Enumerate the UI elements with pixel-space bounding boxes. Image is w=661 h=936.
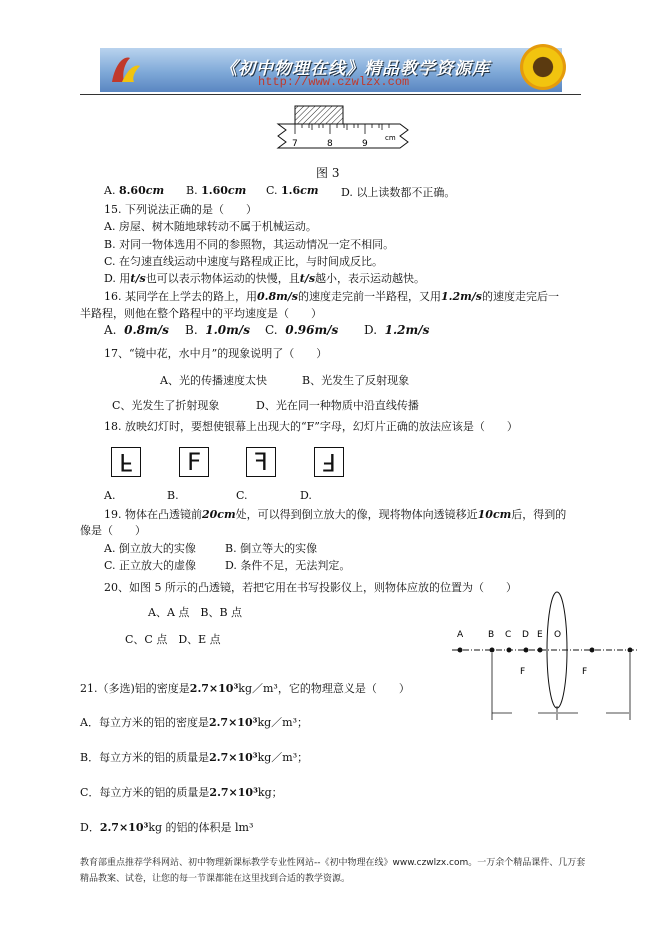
q19-stem-line1: 19. 物体在凸透镜前20cm处，可以得到倒立放大的像，现将物体向透镜移近10cm后，得到的 [104,508,567,521]
measured-block [295,106,343,124]
banner-url[interactable]: http://www.czwlzx.com [258,75,410,89]
ruler-figure [270,100,420,160]
q21-option-a: A．每立方米的铝的密度是2.7×10³kg／m³； [80,716,308,729]
q18-slide-b: F [179,447,209,477]
q21-stem: 21.（多选)铝的密度是2.7×10³kg／m³，它的物理意义是（ ） [80,682,410,695]
q19-option-a: A. 倒立放大的实像 [104,542,196,555]
q16-option-d: D. 1.2m/s [364,323,430,337]
page-footer: 教育部重点推荐学科网站、初中物理新课标教学专业性网站--《初中物理在线》www.czwlzx.com。一万余个精品课件、几万套精品教案、试卷，让您的每一节课都能在这里找到合适的教学资源。 [80,858,586,884]
q21-option-b: B．每立方米的铝的质量是2.7×10³kg／m³； [80,751,309,764]
sunflower-icon [520,44,566,90]
header-banner [100,48,562,92]
label-a: A [457,630,464,640]
point-b [490,648,495,653]
q15-option-c: C. 在匀速直线运动中速度与路程成正比，与时间成反比。 [104,255,384,268]
q18-label-a: A. [104,489,116,502]
q16-option-a: A. 0.8m/s [104,323,169,337]
q17-option-a: A、光的传播速度太快 [160,374,267,387]
lens-diagram [452,588,642,720]
q18-label-d: D. [300,489,312,502]
ruler-unit: cm [385,134,396,142]
q19-option-d: D. 条件不足，无法判定。 [225,559,351,572]
q18-label-c: C. [236,489,248,502]
q20-options-cd: C、C 点 D、E 点 [125,633,221,646]
q16-stem-line2: 半路程，则他在整个路程中的平均速度是（ ） [80,307,322,320]
label-f-right: F [582,667,588,677]
q18-stem: 18. 放映幻灯时，要想使银幕上出现大的“F”字母，幻灯片正确的放法应该是（ ） [104,420,518,433]
q18-slide-a: F [111,447,141,477]
q15-option-a: A. 房屋、树木随地球转动不属于机械运动。 [104,220,317,233]
q20-options-ab: A、A 点 B、B 点 [148,606,243,619]
q14-option-a: A. 8.60cm [104,184,165,197]
ruler-label-8: 8 [327,139,333,149]
q15-option-d: D. 用t/s也可以表示物体运动的快慢，且t/s越小，表示运动越快。 [104,272,426,285]
site-logo-icon [108,54,142,86]
label-c: C [505,630,512,640]
q17-option-b: B、光发生了反射现象 [302,374,410,387]
q14-option-d: D. 以上读数都不正确。 [341,186,456,199]
label-b: B [488,630,495,640]
q16-stem-line1: 16. 某同学在上学去的路上，用0.8m/s的速度走完前一半路程，又用1.2m/s的速度走完后一 [104,290,559,303]
q14-option-c: C. 1.6cm [266,184,319,197]
point-d [524,648,529,653]
q19-stem-line2: 像是（ ） [80,524,146,537]
ruler-label-9: 9 [362,139,368,149]
q21-option-c: C．每立方米的铝的质量是2.7×10³kg； [80,786,283,799]
label-o: O [554,630,562,640]
q21-option-d: D．2.7×10³kg 的铝的体积是 lm³ [80,821,254,834]
banner-title: 《初中物理在线》精品教学资源库 [220,59,490,79]
q16-option-b: B. 1.0m/s [185,323,250,337]
point-c [507,648,512,653]
q19-option-c: C. 正立放大的虚像 [104,559,197,572]
q17-option-d: D、光在同一种物质中沿直线传播 [256,399,419,412]
q15-stem: 15. 下列说法正确的是（ ） [104,203,257,216]
label-d: D [522,630,529,640]
header-divider [80,94,581,95]
q16-option-c: C. 0.96m/s [265,323,339,337]
q18-slide-d: F [314,447,344,477]
point-2f-right [628,648,633,653]
label-e: E [537,630,543,640]
label-f-left: F [520,667,526,677]
q17-option-c: C、光发生了折射现象 [112,399,220,412]
point-a [458,648,463,653]
q17-stem: 17、“镜中花，水中月”的现象说明了（ ） [104,347,328,360]
q18-label-b: B. [167,489,179,502]
q14-option-b: B. 1.60cm [186,184,247,197]
point-e [538,648,543,653]
q15-option-b: B. 对同一物体选用不同的参照物，其运动情况一定不相同。 [104,238,395,251]
ruler-label-7: 7 [292,139,298,149]
figure-caption: 图 3 [316,166,340,180]
q18-slide-c: F [246,447,276,477]
point-f-right [590,648,595,653]
q19-option-b: B. 倒立等大的实像 [225,542,318,555]
distance-markers [492,653,630,720]
q20-stem: 20、如图 5 所示的凸透镜，若把它用在书写投影仪上，则物体应放的位置为（ ） [104,581,517,594]
